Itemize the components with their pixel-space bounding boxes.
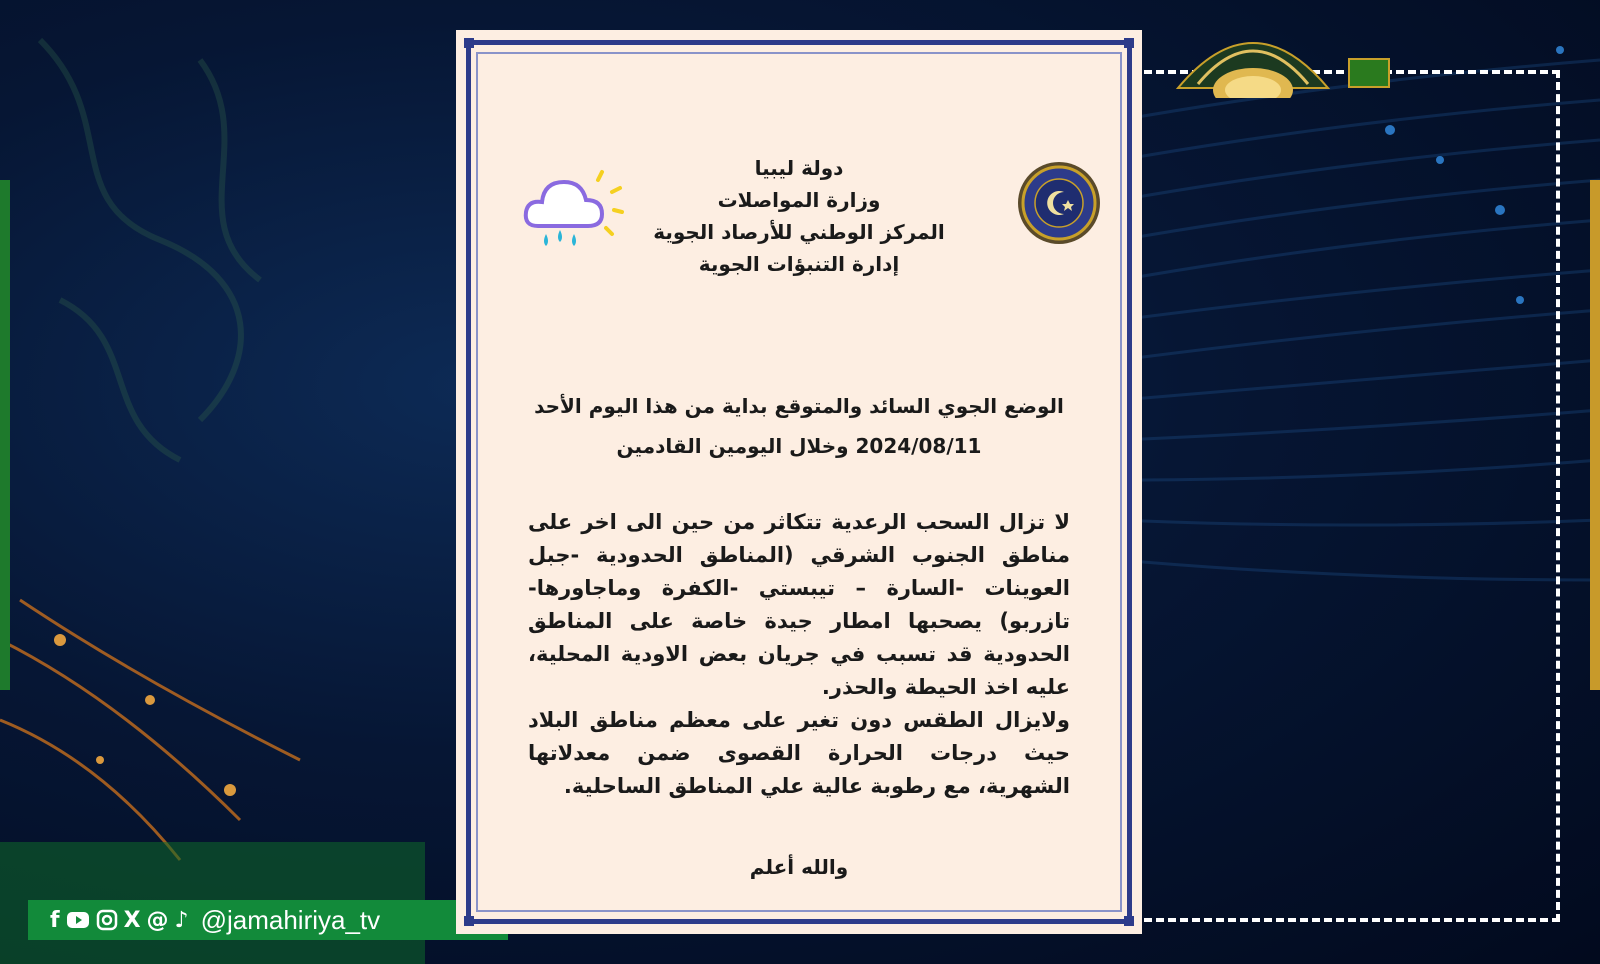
x-icon[interactable]: X xyxy=(123,907,141,933)
tiktok-icon[interactable]: ♪ xyxy=(174,907,189,933)
title-line-2: 2024/08/11 وخلال اليومين القادمين xyxy=(616,434,982,458)
instagram-icon[interactable] xyxy=(96,909,118,931)
libya-seal-icon xyxy=(1016,160,1102,246)
header-department: إدارة التنبؤات الجوية xyxy=(698,252,900,276)
frame-corner xyxy=(1124,916,1134,926)
dashed-frame xyxy=(1120,70,1560,922)
channel-logo xyxy=(1168,8,1338,98)
weather-bulletin-document xyxy=(456,30,1142,934)
closing-phrase: والله أعلم xyxy=(749,855,849,879)
frame-corner xyxy=(464,38,474,48)
header-country: دولة ليبيا xyxy=(754,156,844,180)
frame-corner xyxy=(464,916,474,926)
threads-icon[interactable]: @ xyxy=(146,907,169,933)
left-green-bar xyxy=(0,180,10,690)
social-bar xyxy=(28,900,508,940)
bulletin-body xyxy=(528,506,1070,803)
logo-accent-square xyxy=(1348,58,1390,88)
header-ministry: وزارة المواصلات xyxy=(717,188,881,212)
body-paragraph-2: ولايزال الطقس دون تغير على معظم مناطق البلاد حيث درجات الحرارة القصوى ضمن معدلاتها الشهرية، مع رطوبة عالية علي المناطق الساحلية. xyxy=(528,708,1070,798)
header-center: المركز الوطني للأرصاد الجوية xyxy=(653,220,945,244)
facebook-icon[interactable]: f xyxy=(50,907,60,933)
social-handle: @jamahiriya_tv xyxy=(200,904,381,935)
bulletin-title xyxy=(496,386,1102,466)
youtube-icon[interactable] xyxy=(66,910,90,930)
body-paragraph-1: لا تزال السحب الرعدية تتكاثر من حين الى اخر على مناطق الجنوب الشرقي (المناطق الحدودية -جبل العوينات -السارة – تيبستي -الكفرة وماجاورها-تازربو) يصحبها امطار جيدة خاصة على المناطق الحدودية قد تسبب في جريان بعض الاودية المحلية، عليه اخذ الحيطة والحذر. xyxy=(528,510,1070,699)
frame-corner xyxy=(1124,38,1134,48)
title-line-1: الوضع الجوي السائد والمتوقع بداية من هذا اليوم الأحد xyxy=(534,394,1064,418)
right-gold-bar xyxy=(1590,180,1600,690)
